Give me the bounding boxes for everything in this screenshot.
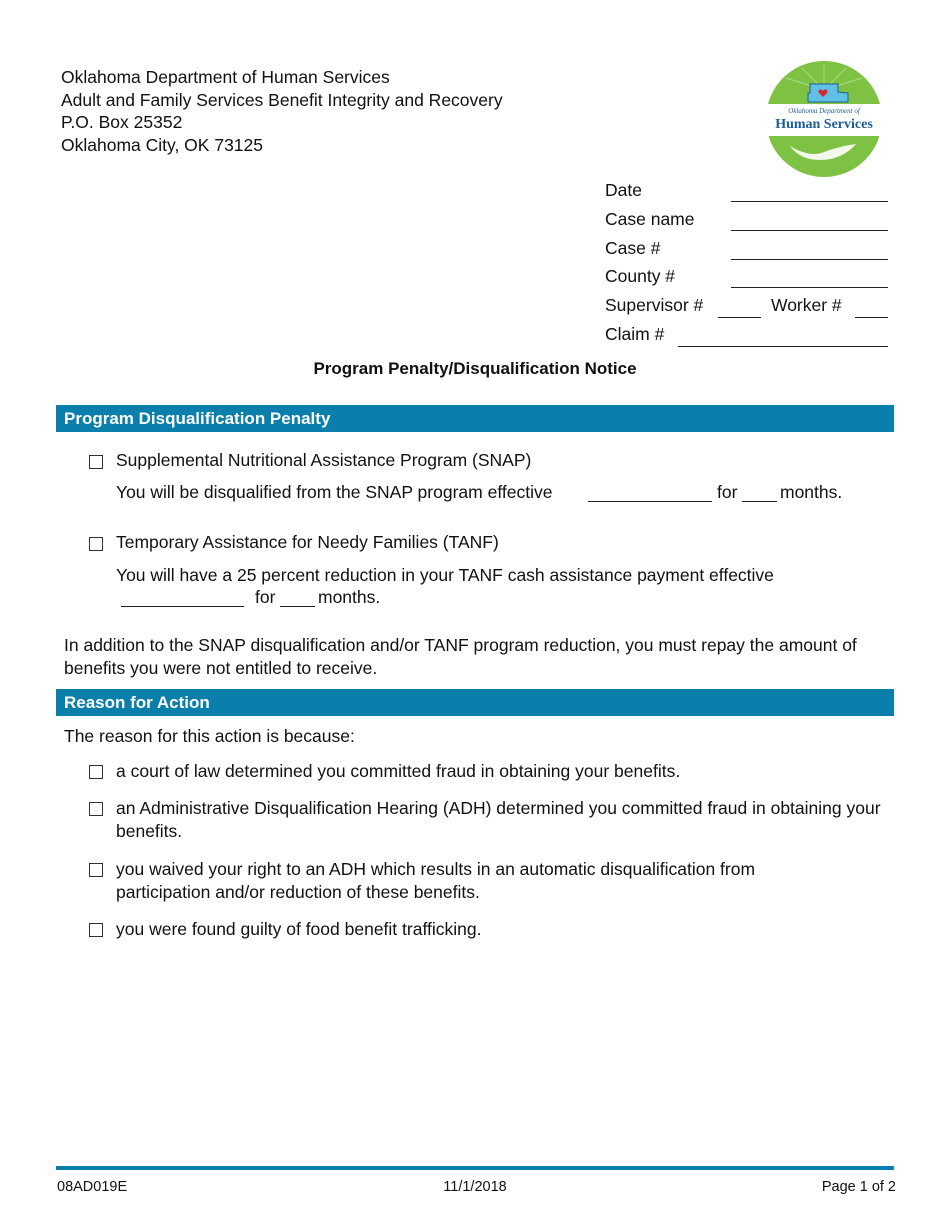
date-row <box>605 178 890 207</box>
agency-name: Oklahoma Department of Human Services <box>61 67 390 87</box>
tanf-effective-date-field[interactable] <box>121 606 244 607</box>
case-name-field[interactable] <box>731 230 888 231</box>
worker-label: Worker # <box>771 295 842 316</box>
repay-notice: In addition to the SNAP disqualification and/or TANF program reduction, you must repay the amount of benefits you were not entitled to receive. <box>64 635 857 678</box>
claim-field[interactable] <box>678 346 888 347</box>
tanf-checkbox[interactable] <box>89 537 103 551</box>
worker-field[interactable] <box>855 317 888 318</box>
reason-checkbox-waived[interactable] <box>89 863 103 877</box>
case-info-block <box>605 178 890 351</box>
reason-section-header <box>56 689 894 716</box>
reason-option-adh: an Administrative Disqualification Hearing (ADH) determined you committed fraud in obtaining your benefits. <box>116 798 881 841</box>
agency-po-box: P.O. Box 25352 <box>61 112 183 133</box>
agency-city: Oklahoma City, OK 73125 <box>61 134 263 155</box>
snap-disqualification-text: You will be disqualified from the SNAP program effective <box>116 482 553 502</box>
tanf-for-label: for <box>255 587 276 607</box>
reason-checkbox-adh[interactable] <box>89 802 103 816</box>
snap-for-label: for <box>717 482 738 502</box>
notice-title: Program Penalty/Disqualification Notice <box>313 359 637 378</box>
supervisor-worker-row <box>605 293 890 322</box>
footer-rule <box>56 1166 894 1170</box>
tanf-label: Temporary Assistance for Needy Families (TANF) <box>116 532 499 552</box>
reason-section-heading: Reason for Action <box>64 693 210 712</box>
case-number-field[interactable] <box>731 259 888 260</box>
date-field[interactable] <box>731 201 888 202</box>
case-number-row <box>605 236 890 265</box>
claim-row <box>605 322 890 351</box>
tanf-months-label: months. <box>318 587 381 607</box>
snap-label: Supplemental Nutritional Assistance Program (SNAP) <box>116 450 532 470</box>
case-name-row <box>605 207 890 236</box>
okdhs-logo <box>760 60 888 178</box>
date-label: Date <box>605 180 642 200</box>
snap-checkbox[interactable] <box>89 455 103 469</box>
reason-option-trafficking: you were found guilty of food benefit trafficking. <box>116 919 482 939</box>
penalty-section-heading: Program Disqualification Penalty <box>64 409 331 428</box>
agency-division: Adult and Family Services Benefit Integrity and Recovery <box>61 89 503 110</box>
okdhs-logo-graphic <box>760 60 888 178</box>
supervisor-label: Supervisor # <box>605 295 704 316</box>
case-number-label: Case # <box>605 237 661 258</box>
reason-checkbox-court[interactable] <box>89 765 103 779</box>
reason-checkbox-trafficking[interactable] <box>89 923 103 937</box>
logo-main-text: Human Services <box>775 117 873 132</box>
snap-effective-date-field[interactable] <box>588 501 712 502</box>
supervisor-field[interactable] <box>718 317 761 318</box>
tanf-reduction-text: You will have a 25 percent reduction in your TANF cash assistance payment effective <box>116 565 774 585</box>
reason-option-court: a court of law determined you committed fraud in obtaining your benefits. <box>116 761 681 781</box>
form-number: 08AD019E <box>57 1179 128 1195</box>
reason-intro: The reason for this action is because: <box>64 726 355 746</box>
agency-address <box>61 66 503 156</box>
penalty-section-header <box>56 405 894 432</box>
county-field[interactable] <box>731 287 888 288</box>
logo-top-text: Oklahoma Department of <box>788 107 860 115</box>
form-date: 11/1/2018 <box>443 1179 507 1195</box>
claim-label: Claim # <box>605 323 665 344</box>
snap-months-field[interactable] <box>742 501 777 502</box>
county-label: County # <box>605 266 676 287</box>
page-indicator: Page 1 of 2 <box>821 1179 896 1195</box>
tanf-months-field[interactable] <box>280 606 315 607</box>
reason-option-waived: you waived your right to an ADH which results in an automatic disqualification from participation and/or reduction of these benefits. <box>116 859 756 902</box>
case-name-label: Case name <box>605 208 695 229</box>
snap-months-label: months. <box>780 482 843 502</box>
county-row <box>605 264 890 293</box>
